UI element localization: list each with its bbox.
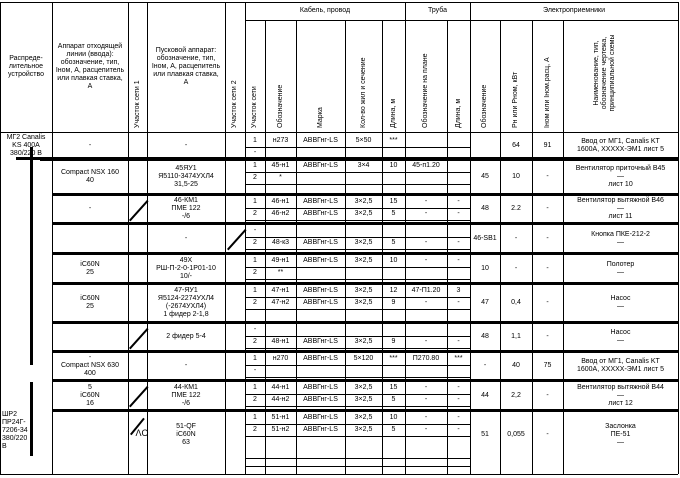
cable-mark: АВВГнг-LS	[303, 210, 338, 217]
contact-symbol	[227, 229, 246, 250]
grid-line	[245, 458, 470, 459]
receiver-name: Вентилятор вытяжной В44 — лист 12	[577, 383, 664, 407]
header-receiver-col: Iном или Iном.расц, А	[543, 57, 551, 128]
pipe-designation: -	[424, 257, 428, 264]
pipe-designation	[405, 324, 447, 336]
bus-line	[30, 147, 33, 365]
starter-cell: -	[184, 142, 188, 149]
cable-section: -	[253, 227, 257, 234]
cable-section: 1	[253, 198, 257, 205]
cable-length: 5	[391, 426, 396, 433]
receiver-power: 0,055	[507, 431, 525, 438]
cable-designation: **	[277, 269, 284, 276]
pipe-length: -	[457, 239, 460, 246]
cable-cross-section: 3×2,5	[354, 287, 373, 294]
receiver-id: 45	[481, 172, 489, 180]
pipe-designation: П270.80	[412, 355, 440, 362]
contact-symbol	[129, 200, 148, 221]
receiver-name: Вентилятор приточный В45 — лист 10	[575, 164, 666, 188]
pipe-designation	[405, 365, 447, 377]
cable-mark: АВВГнг-LS	[303, 198, 338, 205]
pipe-length: -	[457, 257, 460, 264]
cable-length: 12	[389, 287, 398, 294]
receiver-current: -	[546, 431, 549, 438]
receiver-power: 2,2	[511, 391, 521, 399]
grid-line	[128, 2, 129, 474]
pipe-designation: -	[424, 210, 428, 217]
pipe-designation: -	[424, 239, 428, 246]
cable-cross-section	[345, 365, 382, 377]
cable-length: 9	[391, 299, 396, 306]
cable-section: 1	[253, 384, 257, 391]
cable-length	[382, 225, 405, 237]
cable-section: 2	[253, 426, 257, 433]
cable-cross-section: 3×2,5	[354, 396, 373, 403]
starter-cell: 51-QF iC60N 63	[176, 423, 196, 446]
apparatus-cell: iC60N 25	[80, 295, 100, 310]
cable-mark	[296, 225, 345, 237]
header-cable-col: Участок сети	[251, 86, 258, 128]
cable-section: 2	[253, 210, 257, 217]
cable-section: 1	[253, 257, 257, 264]
cable-mark	[296, 365, 345, 377]
receiver-name: Ввод от МГ1, Canalis KT 1600А, ХХХХХ-ЭМ1 лист 5	[576, 138, 665, 153]
cable-designation	[265, 324, 296, 336]
pipe-length: 3	[456, 287, 461, 294]
cable-mark: АВВГнг-LS	[303, 137, 338, 144]
pipe-designation	[405, 267, 447, 279]
receiver-current: -	[546, 234, 549, 242]
pipe-designation: -	[424, 426, 428, 433]
cable-designation: 48-к3	[271, 239, 290, 246]
grid-line	[245, 466, 470, 467]
starter-cell: 46-КМ1 ПМЕ 122 -/6	[171, 197, 201, 220]
pipe-length	[447, 135, 470, 147]
pipe-length: -	[457, 299, 460, 306]
apparatus-cell: - Compact NSX 630 400	[61, 354, 119, 377]
header-cable-group: Кабель, провод	[299, 7, 351, 14]
cable-section: -	[253, 326, 257, 333]
cable-length	[382, 172, 405, 184]
grid-line	[245, 279, 470, 280]
header-network-section-2: Участок сети 2	[231, 80, 238, 128]
cable-designation: *	[279, 174, 282, 181]
cable-cross-section	[345, 225, 382, 237]
receiver-power: -	[514, 234, 518, 242]
pipe-designation: -	[424, 396, 428, 403]
cable-designation: 51-н2	[271, 426, 290, 433]
cable-length	[382, 365, 405, 377]
receiver-current: -	[546, 391, 549, 399]
apparatus-cell: Compact NSX 160 40	[61, 168, 119, 184]
receiver-power: 40	[512, 362, 520, 369]
receiver-id: 44	[481, 391, 489, 399]
header-receiver-col: Рн или Рном, кВт	[512, 71, 519, 128]
cable-cross-section: 5×50	[355, 137, 372, 144]
cable-mark: АВВГнг-LS	[303, 162, 338, 169]
cable-cross-section: 3×2,5	[354, 384, 373, 391]
receiver-id	[470, 135, 500, 157]
pipe-length	[447, 225, 470, 237]
pipe-designation	[405, 172, 447, 184]
cable-length: 5	[391, 396, 396, 403]
cable-designation: 44-н2	[271, 396, 290, 403]
cable-section: 2	[253, 239, 257, 246]
device-label: МГ2 Canalis KS 400A 380/220 В	[6, 134, 46, 157]
cable-mark: АВВГнг-LS	[303, 299, 338, 306]
header-cable-col: Длина, м	[389, 98, 397, 128]
receiver-name: Насос —	[610, 295, 631, 310]
pipe-length	[447, 172, 470, 184]
cable-cross-section: 3×2,5	[354, 239, 373, 246]
cable-section: 1	[253, 355, 257, 362]
receiver-name: Вентилятор вытяжной В46 — лист 11	[577, 197, 664, 220]
cable-length: 9	[391, 338, 396, 345]
pipe-length: -	[457, 396, 460, 403]
apparatus-cell	[52, 412, 128, 458]
cable-section: 2	[253, 338, 257, 345]
cable-length: 15	[389, 198, 398, 205]
ao-label: ΛO	[135, 428, 149, 438]
cable-section: 2	[253, 174, 257, 181]
receiver-current: 91	[543, 142, 552, 149]
cable-mark: АВВГнг-LS	[303, 384, 338, 391]
cable-length: 10	[389, 162, 398, 169]
cable-designation	[265, 365, 296, 377]
cable-mark: АВВГнг-LS	[303, 426, 338, 433]
cable-length	[382, 267, 405, 279]
cable-cross-section: 3×2,5	[354, 198, 373, 205]
header-starter-apparatus: Пусковой аппарат: обозначение, тип, Iном, А, расцепитель или плавкая ставка, А	[151, 47, 221, 86]
grid-line	[0, 474, 678, 475]
receiver-id: 10	[481, 264, 489, 272]
cable-section: -	[253, 367, 257, 374]
cable-length: 10	[389, 257, 398, 264]
pipe-designation: 47-П1.20	[411, 287, 441, 294]
pipe-designation	[405, 135, 447, 147]
cable-cross-section: 3×4	[357, 162, 370, 169]
receiver-name: Ввод от МГ1, Canalis KT 1600А, ХХХХХ-ЭМ1 лист 5	[576, 358, 665, 373]
receiver-power: 10	[512, 172, 520, 180]
receiver-current: 75	[543, 362, 552, 369]
header-pipe-col: Длина, м	[454, 98, 462, 128]
grid-line	[245, 406, 470, 407]
cable-mark	[296, 324, 345, 336]
apparatus-cell	[52, 225, 128, 252]
grid-line	[245, 220, 470, 221]
header-cable-col: Кол-во жил и сечение	[359, 57, 367, 128]
receiver-name: Кнопка ПКЕ-212-2 —	[591, 230, 650, 246]
receiver-id: 46-SB1	[473, 234, 497, 242]
contact-symbol	[129, 386, 148, 407]
cable-section: 2	[253, 269, 257, 276]
cable-designation: 48-н1	[271, 338, 290, 345]
cable-designation	[265, 225, 296, 237]
grid-line	[245, 309, 470, 310]
pipe-length	[447, 160, 470, 172]
pipe-length: ***	[454, 355, 463, 362]
grid-line	[225, 2, 226, 474]
header-cable-col: Марка	[316, 107, 324, 128]
cable-designation: 46-н1	[271, 198, 290, 205]
starter-cell: -	[184, 234, 188, 242]
cable-length: 5	[391, 210, 396, 217]
pipe-length	[447, 365, 470, 377]
cable-cross-section: 3×2,5	[354, 414, 373, 421]
receiver-power: 64	[512, 142, 520, 149]
starter-cell: 45ЯУ1 Я5110-3474УХЛ4 31,5-25	[158, 164, 214, 188]
header-network-section-1: Участок сети 1	[133, 80, 141, 128]
contact-symbol	[129, 328, 148, 349]
receiver-name: Насос —	[610, 329, 631, 344]
grid-line	[245, 348, 470, 349]
cable-designation: 45-н1	[271, 162, 290, 169]
cable-mark: АВВГнг-LS	[303, 287, 338, 294]
header-receiver-col: Обозначение	[481, 84, 488, 128]
header-outgoing-apparatus: Аппарат отходящей линии (ввода): обозначение, тип, Iном, А, расцепитель или плавкая ставка, А	[55, 43, 125, 90]
cable-length: ***	[389, 137, 398, 144]
starter-cell: 44-КМ1 ПМЕ 122 -/6	[171, 383, 201, 407]
header-distribution-device: Распреде- лительное устройство	[7, 55, 45, 78]
pipe-designation: -	[424, 414, 428, 421]
cable-section: 1	[253, 137, 257, 144]
receiver-current: -	[546, 299, 549, 306]
cable-mark: АВВГнг-LS	[303, 414, 338, 421]
pipe-designation: 45-п1.20	[412, 162, 440, 169]
pipe-length: -	[457, 426, 460, 433]
receiver-id: 47	[481, 299, 489, 306]
pipe-designation	[405, 225, 447, 237]
grid-line	[0, 132, 678, 133]
cable-mark	[296, 267, 345, 279]
grid-line	[245, 184, 470, 185]
pipe-length	[447, 267, 470, 279]
grid-line	[245, 436, 470, 437]
apparatus-cell: iC60N 25	[80, 260, 100, 276]
starter-cell: -	[184, 362, 188, 369]
cable-section: 1	[253, 162, 257, 169]
cable-length: ***	[389, 355, 398, 362]
pipe-designation: -	[424, 384, 428, 391]
apparatus-cell: 5 iC60N 16	[80, 383, 100, 407]
pipe-designation: -	[424, 299, 428, 306]
header-pipe-col: Обозначение на плане	[422, 53, 429, 128]
cable-mark: АВВГнг-LS	[303, 257, 338, 264]
receiver-power: 2.2	[511, 205, 521, 212]
cable-section: 1	[253, 287, 257, 294]
cable-cross-section: 3×2,5	[354, 426, 373, 433]
apparatus-cell: -	[88, 205, 92, 212]
cable-length: 5	[391, 239, 396, 246]
header-pipe-group: Труба	[427, 7, 448, 14]
pipe-length: -	[457, 210, 460, 217]
cable-length: 10	[389, 414, 398, 421]
starter-cell: 2 фидер 5-4	[166, 333, 206, 340]
cable-section: 1	[253, 414, 257, 421]
cable-cross-section: 5×120	[353, 355, 374, 362]
pipe-length: -	[457, 338, 460, 345]
grid-line	[245, 377, 470, 378]
cable-designation: н270	[272, 355, 289, 362]
cable-cross-section: 3×2,5	[354, 257, 373, 264]
cable-designation: н273	[272, 137, 289, 144]
grid-line	[678, 2, 679, 474]
receiver-current: -	[546, 333, 549, 340]
cable-designation: 51-н1	[271, 414, 290, 421]
receiver-name: Заслонка ПЕ-51 —	[605, 423, 636, 446]
receiver-current: -	[546, 172, 549, 180]
cable-designation: 44-н1	[271, 384, 290, 391]
apparatus-cell: -	[88, 142, 92, 149]
receiver-id: -	[483, 362, 487, 369]
bus-line	[40, 159, 678, 161]
receiver-power: 1,1	[511, 333, 521, 340]
cable-designation: 47-н2	[271, 299, 290, 306]
receiver-name: Полотер —	[606, 260, 635, 276]
header-receiver-col: Наименование, тип, обозначение чертежа, принципиальной схемы	[593, 34, 616, 112]
cable-mark: АВВГнг-LS	[303, 338, 338, 345]
cable-designation: 49-н1	[271, 257, 290, 264]
cable-section: 2	[253, 299, 257, 306]
receiver-current: -	[546, 205, 549, 212]
receiver-id: 48	[481, 205, 489, 212]
pipe-length	[447, 324, 470, 336]
receiver-power: 0,4	[511, 299, 521, 306]
starter-cell: 49Х РШ-П-2-0-1Р01-10 10/-	[156, 256, 216, 280]
pipe-length: -	[457, 198, 460, 205]
apparatus-cell	[52, 324, 128, 350]
cable-mark: АВВГнг-LS	[303, 396, 338, 403]
starter-cell: 47-ЯУ1 Я5124-2274УХЛ4 (-2674УХЛ4) 1 фидер 2-1,8	[157, 287, 215, 318]
cable-cross-section: 3×2,5	[354, 338, 373, 345]
cable-designation: 46-н2	[271, 210, 290, 217]
cable-section: -	[253, 149, 257, 156]
cable-cross-section	[345, 172, 382, 184]
cable-cross-section: 3×2,5	[354, 210, 373, 217]
cable-mark	[296, 172, 345, 184]
cable-cross-section	[345, 324, 382, 336]
pipe-length: -	[457, 384, 460, 391]
cable-cross-section	[345, 267, 382, 279]
cable-mark: АВВГнг-LS	[303, 355, 338, 362]
cable-section: 2	[253, 396, 257, 403]
cable-designation: 47-н1	[271, 287, 290, 294]
cable-length: 15	[389, 384, 398, 391]
cable-cross-section: 3×2,5	[354, 299, 373, 306]
grid-line	[245, 249, 470, 250]
receiver-power: -	[514, 264, 518, 272]
pipe-designation: -	[424, 338, 428, 345]
header-receivers-group: Электроприемники	[543, 7, 605, 14]
receiver-current: -	[546, 264, 549, 272]
cable-length	[382, 324, 405, 336]
receiver-id: 48	[481, 333, 489, 340]
pipe-designation: -	[424, 198, 428, 205]
receiver-id: 51	[481, 431, 489, 438]
cable-mark: АВВГнг-LS	[303, 239, 338, 246]
header-cable-col: Обозначение	[276, 84, 284, 128]
pipe-length: -	[457, 414, 460, 421]
device-label: ШР2 ПР24Г- 7206-34 380/220 В	[2, 411, 28, 450]
